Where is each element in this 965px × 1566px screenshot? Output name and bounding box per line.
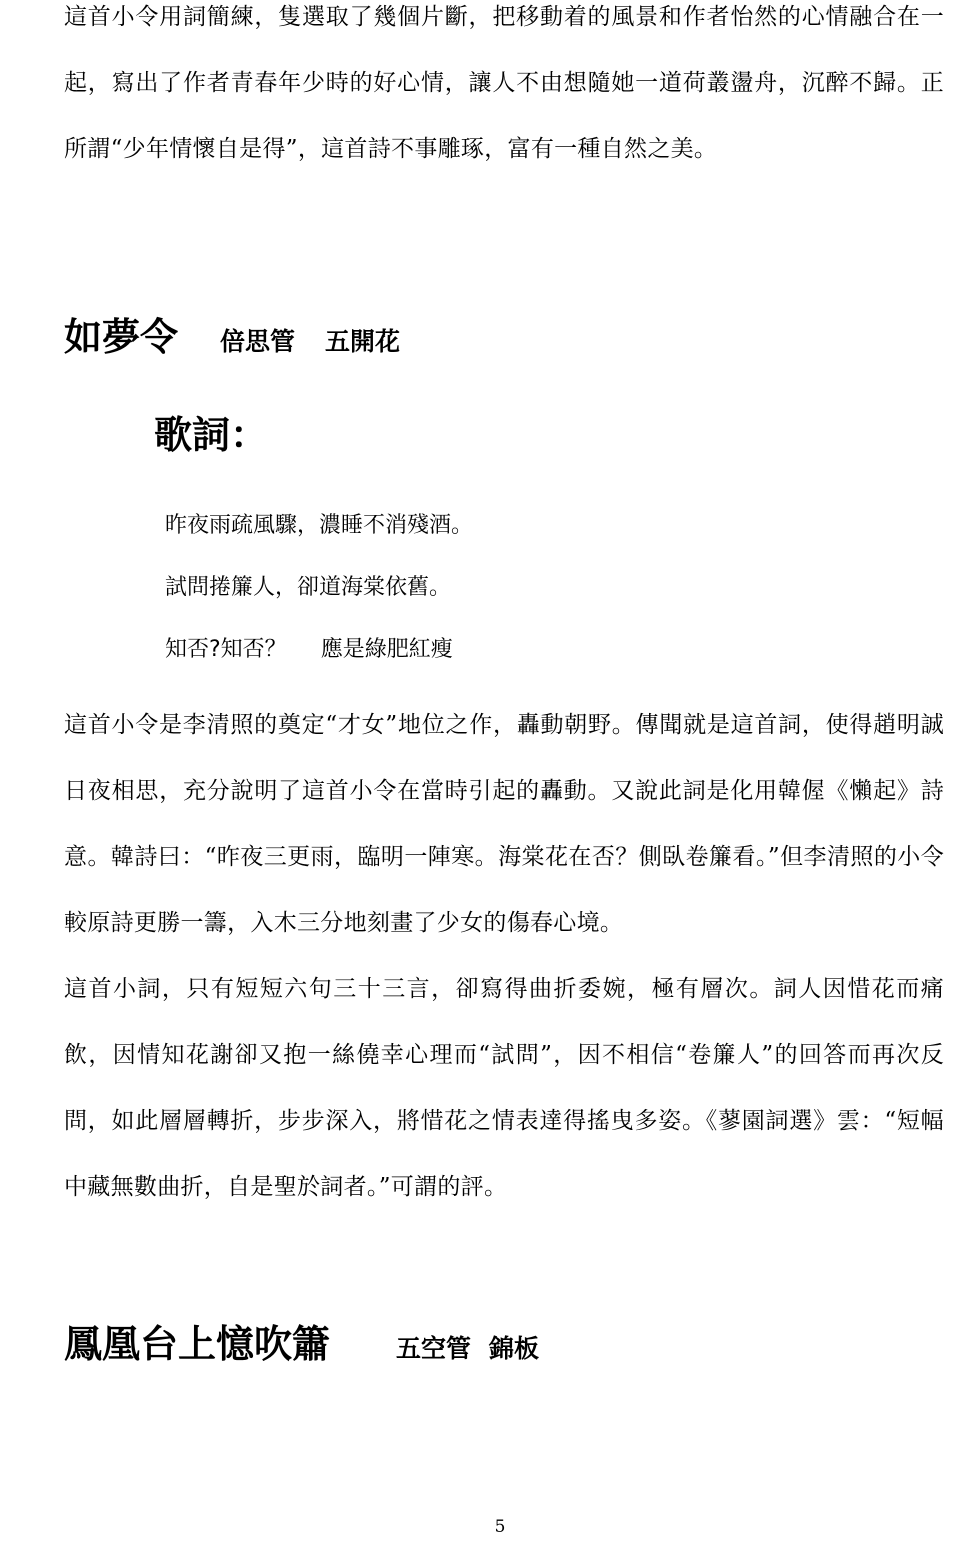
- lyric-line-3-part-a: 知否?知否？: [165, 637, 287, 662]
- lyric-line-3-part-b: 應是綠肥紅瘦: [320, 637, 453, 662]
- commentary-paragraph-1: 這首小令是李清照的奠定“才女”地位之作，轟動朝野。傳聞就是這首詞，使得趙明誠日夜相思，充分說明了這首小令在當時引起的轟動。又說此詞是化用韓偓《懶起》詩意。韓詩曰：“昨夜三更雨，臨明一陣寒。海棠花在否？側臥卷簾看。”但李清照的小令較原詩更勝一籌，入木三分地刻畫了少女的傷春心境。: [64, 712, 944, 936]
- section-title-feng-huang-tai: [64, 1313, 539, 1368]
- section-meta-tone: 五開花: [325, 327, 401, 356]
- commentary-paragraph-2: 這首小詞，只有短短六句三十三言，卻寫得曲折委婉，極有層次。詞人因惜花而痛飲，因情知花謝卻又抱一絲僥幸心理而“試問”，因不相信“卷簾人”的回答而再次反問，如此層層轉折，步步深入，將惜花之情表達得搖曳多姿。《蓼園詞選》雲：“短幅中藏無數曲折，自是聖於詞者。”可謂的評。: [64, 976, 944, 1200]
- section-meta-tuning: 倍思管: [220, 327, 296, 356]
- lyric-line-3: [165, 632, 453, 663]
- lyrics-heading: 歌詞：: [154, 413, 269, 457]
- section-title-text: 鳳凰台上憶吹簫: [64, 1322, 331, 1366]
- page-number: 5: [494, 1517, 506, 1537]
- section-meta-tuning: 五空管: [396, 1334, 472, 1363]
- section-title-text: 如夢令: [64, 315, 179, 359]
- section-title-ru-meng-ling: [64, 306, 400, 361]
- lyric-line-1: 昨夜雨疏風驟，濃睡不消殘酒。: [165, 513, 474, 538]
- lyric-line-2: 試問捲簾人，卻道海棠依舊。: [165, 575, 452, 600]
- intro-paragraph: 這首小令用詞簡練，隻選取了幾個片斷，把移動着的風景和作者怡然的心情融合在一起，寫出了作者青春年少時的好心情，讓人不由想隨她一道荷叢盪舟，沉醉不歸。正所謂“少年情懷自是得”，這首詩不事雕琢，富有一種自然之美。: [64, 4, 944, 162]
- section-meta-tone: 錦板: [489, 1334, 540, 1363]
